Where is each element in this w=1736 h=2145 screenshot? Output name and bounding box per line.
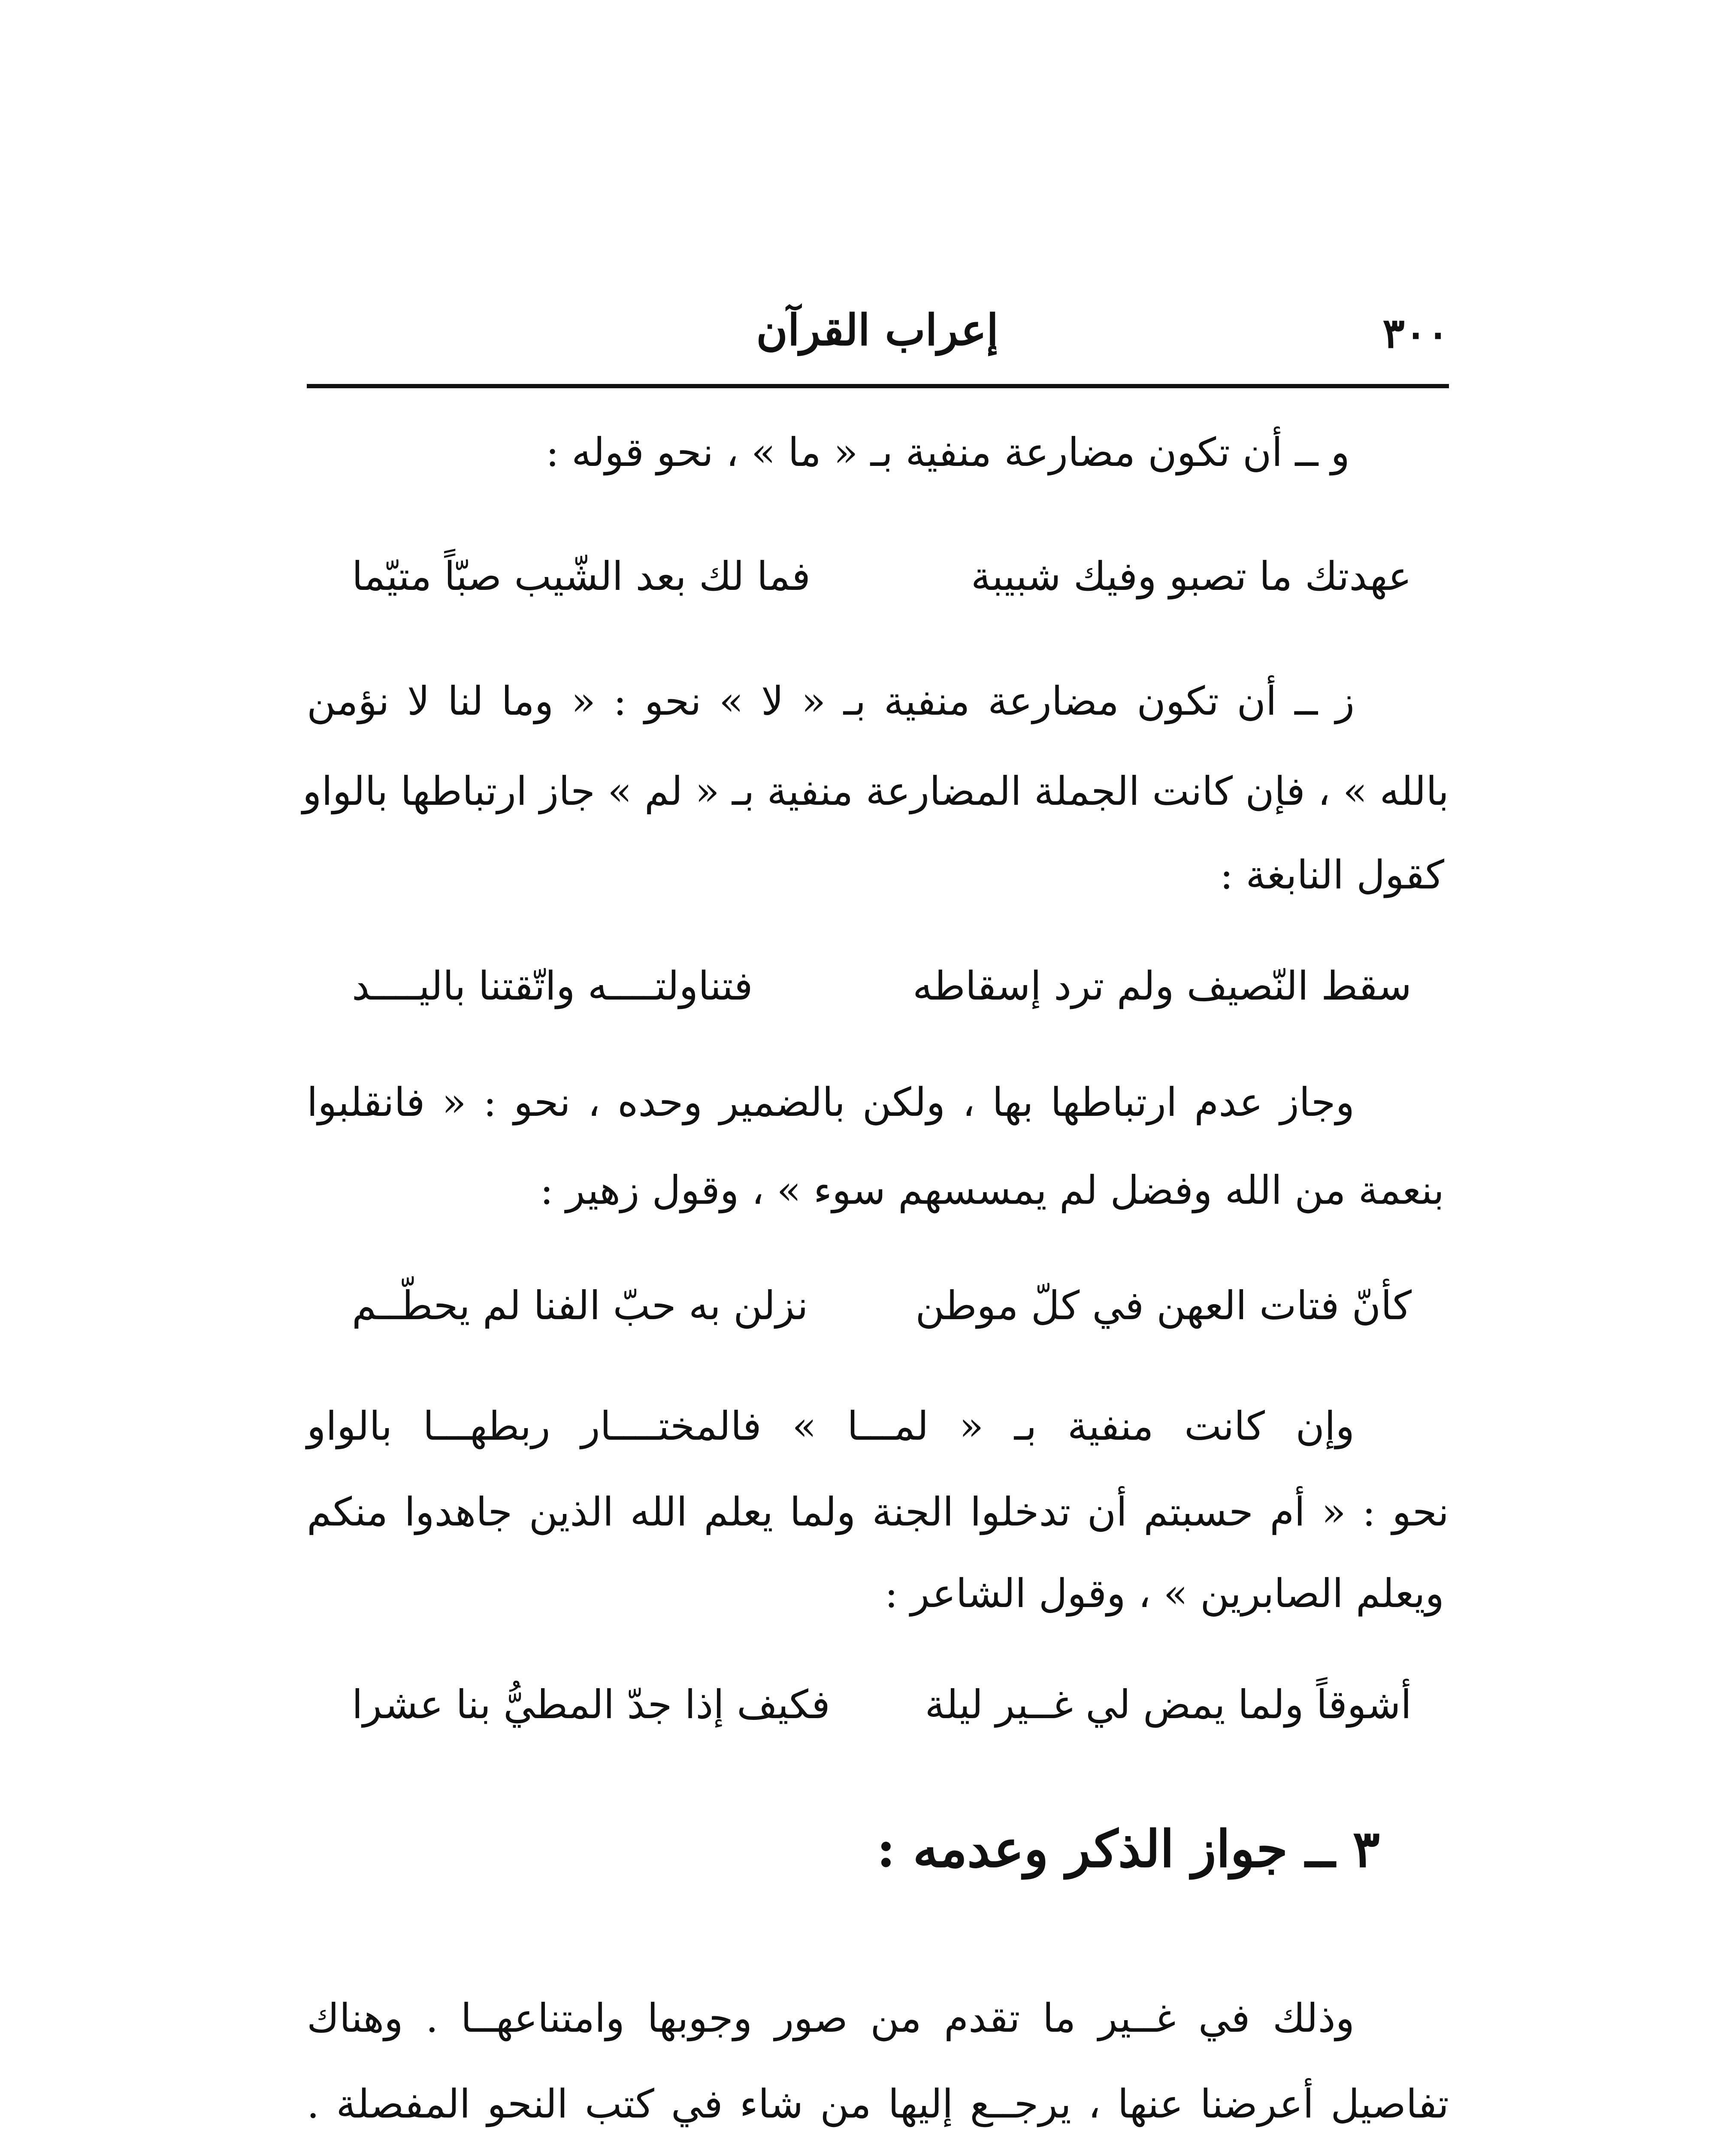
verse-3-hemistich-1: كأنّ فتات العهن في كلّ موطن	[915, 1283, 1412, 1329]
paragraph-z-line1	[307, 678, 1449, 725]
paragraph-z-line3: كقول النابغة :	[1220, 852, 1444, 898]
paragraph-lamma-line2: نحو : « أم حسبتم أن تدخلوا الجنة ولما يعلم الله الذين جاهدوا منكم	[307, 1489, 1449, 1535]
verse-4	[352, 1682, 1412, 1728]
running-title: إعراب القرآن	[756, 305, 998, 355]
verse-4-hemistich-1: أشوقاً ولما يمض لي غــير ليلة	[925, 1682, 1412, 1728]
verse-3	[352, 1283, 1412, 1329]
paragraph-final-line2: تفاصيل أعرضنا عنها ، يرجــع إليها من شاء في كتب النحو المفصلة .	[307, 2081, 1449, 2127]
verse-1-hemistich-1: عهدتك ما تصبو وفيك شبيبة	[971, 553, 1412, 599]
paragraph-jaz-line1-text: وجاز عدم ارتباطها بها ، ولكن بالضمير وحده ، نحو : « فانقلبوا	[307, 1079, 1355, 1125]
verse-1-hemistich-2: فما لك بعد الشّيب صبّاً متيّما	[352, 553, 811, 599]
paragraph-final-line1	[307, 1995, 1449, 2042]
verse-4-hemistich-2: فكيف إذا جدّ المطيُّ بنا عشرا	[352, 1682, 830, 1728]
verse-2	[352, 963, 1412, 1009]
paragraph-w-line1: و ــ أن تكون مضارعة منفية بـ « ما » ، نحو قوله :	[545, 429, 1350, 475]
paragraph-jaz-line1	[307, 1079, 1449, 1126]
paragraph-lamma-line3: ويعلم الصابرين » ، وقول الشاعر :	[884, 1571, 1444, 1616]
page-header	[307, 300, 1449, 382]
header-rule	[307, 384, 1449, 388]
paragraph-z-line2: بالله » ، فإن كانت الجملة المضارعة منفية بـ « لم » جاز ارتباطها بالواو	[302, 768, 1449, 814]
paragraph-z-line1-text: ز ــ أن تكون مضارعة منفية بـ « لا » نحو : « وما لنا لا نؤمن	[307, 678, 1355, 724]
section-heading: ٣ ــ جواز الذكر وعدمه :	[877, 1819, 1380, 1879]
verse-1	[352, 553, 1412, 599]
verse-2-hemistich-2: فتناولتــــه واتّقتنا باليــــد	[352, 963, 753, 1009]
verse-2-hemistich-1: سقط النّصيف ولم ترد إسقاطه	[913, 963, 1412, 1009]
verse-3-hemistich-2: نزلن به حبّ الفنا لم يحطّــم	[352, 1283, 808, 1329]
paragraph-final-line1-text: وذلك في غــير ما تقدم من صور وجوبها وامتناعهــا . وهناك	[307, 1995, 1355, 2041]
paragraph-jaz-line2: بنعمة من الله وفضل لم يمسسهم سوء » ، وقول زهير :	[540, 1167, 1444, 1213]
paragraph-lamma-line1	[307, 1403, 1449, 1450]
paragraph-lamma-line1-text: وإن كانت منفية بـ « لمـــا » فالمختــــار ربطهـــا بالواو	[307, 1403, 1355, 1449]
page-number: ٣٠٠	[1382, 309, 1449, 357]
